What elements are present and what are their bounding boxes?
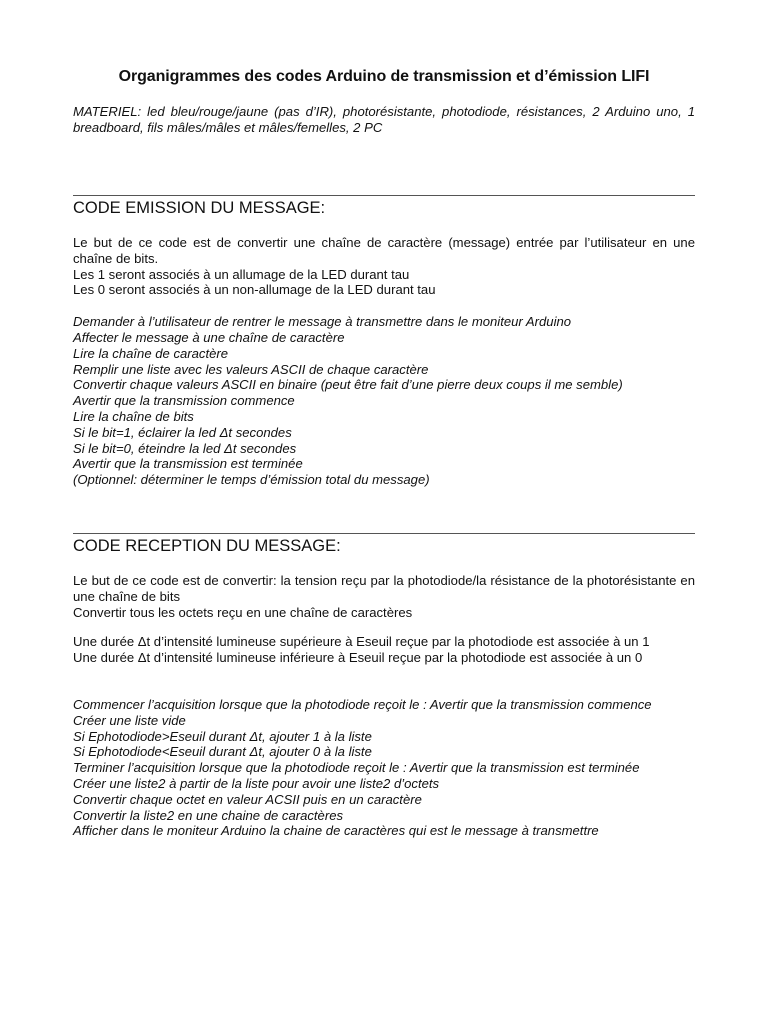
reception-rule: Une durée Δt d’intensité lumineuse supérieure à Eseuil reçue par la photodiode est associée à un 1 xyxy=(73,634,650,650)
document-title: Organigrammes des codes Arduino de transmission et d’émission LIFI xyxy=(118,68,650,85)
materiel-paragraph: MATERIEL: led bleu/rouge/jaune (pas d’IR), photorésistante, photodiode, résistances, 2 Arduino uno, 1 breadboard, fils mâles/mâles et mâles/femelles, 2 PC xyxy=(73,104,695,135)
reception-intro xyxy=(73,573,695,620)
emission-step: Si le bit=1, éclairer la led Δt secondes xyxy=(73,424,292,440)
emission-steps-list xyxy=(73,314,695,488)
emission-step: Si le bit=0, éteindre la led Δt secondes xyxy=(73,440,297,456)
reception-step: Si Ephotodiode>Eseuil durant Δt, ajouter 1 à la liste xyxy=(73,728,372,744)
emission-step: Remplir une liste avec les valeurs ASCII de chaque caractère xyxy=(73,361,429,377)
reception-step: Créer une liste2 à partir de la liste pour avoir une liste2 d’octets xyxy=(73,775,440,791)
reception-rules xyxy=(73,634,695,666)
emission-intro-line: Les 0 seront associés à un non-allumage de la LED durant tau xyxy=(73,282,436,298)
emission-heading: CODE EMISSION DU MESSAGE: xyxy=(73,199,326,217)
reception-steps-list xyxy=(73,697,695,839)
reception-step: Commencer l’acquisition lorsque que la photodiode reçoit le : Avertir que la transmission commence xyxy=(73,696,652,712)
reception-step: Convertir la liste2 en une chaine de caractères xyxy=(73,807,344,823)
reception-section xyxy=(73,533,695,839)
emission-step: Lire la chaîne de bits xyxy=(73,408,194,424)
reception-intro-line: Convertir tous les octets reçu en une chaîne de caractères xyxy=(73,604,413,620)
reception-step: Si Ephotodiode<Eseuil durant Δt, ajouter 0 à la liste xyxy=(73,744,372,760)
emission-intro-line: Le but de ce code est de convertir une chaîne de caractère (message) entrée par l’utilisateur en une chaîne de bits. xyxy=(73,235,695,266)
reception-step: Afficher dans le moniteur Arduino la chaine de caractères qui est le message à transmettre xyxy=(73,823,599,839)
reception-step: Terminer l’acquisition lorsque que la photodiode reçoit le : Avertir que la transmission est terminée xyxy=(73,760,640,776)
emission-step: Convertir chaque valeurs ASCII en binaire (peut être fait d’une pierre deux coups il me semble) xyxy=(73,377,623,393)
emission-step: Demander à l’utilisateur de rentrer le message à transmettre dans le moniteur Arduino xyxy=(73,314,572,330)
reception-intro-line: Le but de ce code est de convertir: la tension reçu par la photodiode/la résistance de la photorésistante en une chaîne de bits xyxy=(73,572,695,604)
emission-section xyxy=(73,195,695,488)
emission-intro-line: Les 1 seront associés à un allumage de la LED durant tau xyxy=(73,266,410,282)
emission-step: Avertir que la transmission commence xyxy=(73,393,295,409)
reception-heading: CODE RECEPTION DU MESSAGE: xyxy=(73,536,341,555)
reception-step: Convertir chaque octet en valeur ACSII puis en un caractère xyxy=(73,791,422,807)
emission-step: Avertir que la transmission est terminée xyxy=(73,456,303,472)
reception-rule: Une durée Δt d’intensité lumineuse inférieure à Eseuil reçue par la photodiode est associée à un 0 xyxy=(73,650,643,666)
reception-step: Créer une liste vide xyxy=(73,712,186,728)
emission-intro xyxy=(73,235,695,298)
emission-step: Lire la chaîne de caractère xyxy=(73,345,229,361)
emission-step: Affecter le message à une chaîne de caractère xyxy=(73,329,345,345)
emission-step: (Optionnel: déterminer le temps d’émission total du message) xyxy=(73,472,430,488)
